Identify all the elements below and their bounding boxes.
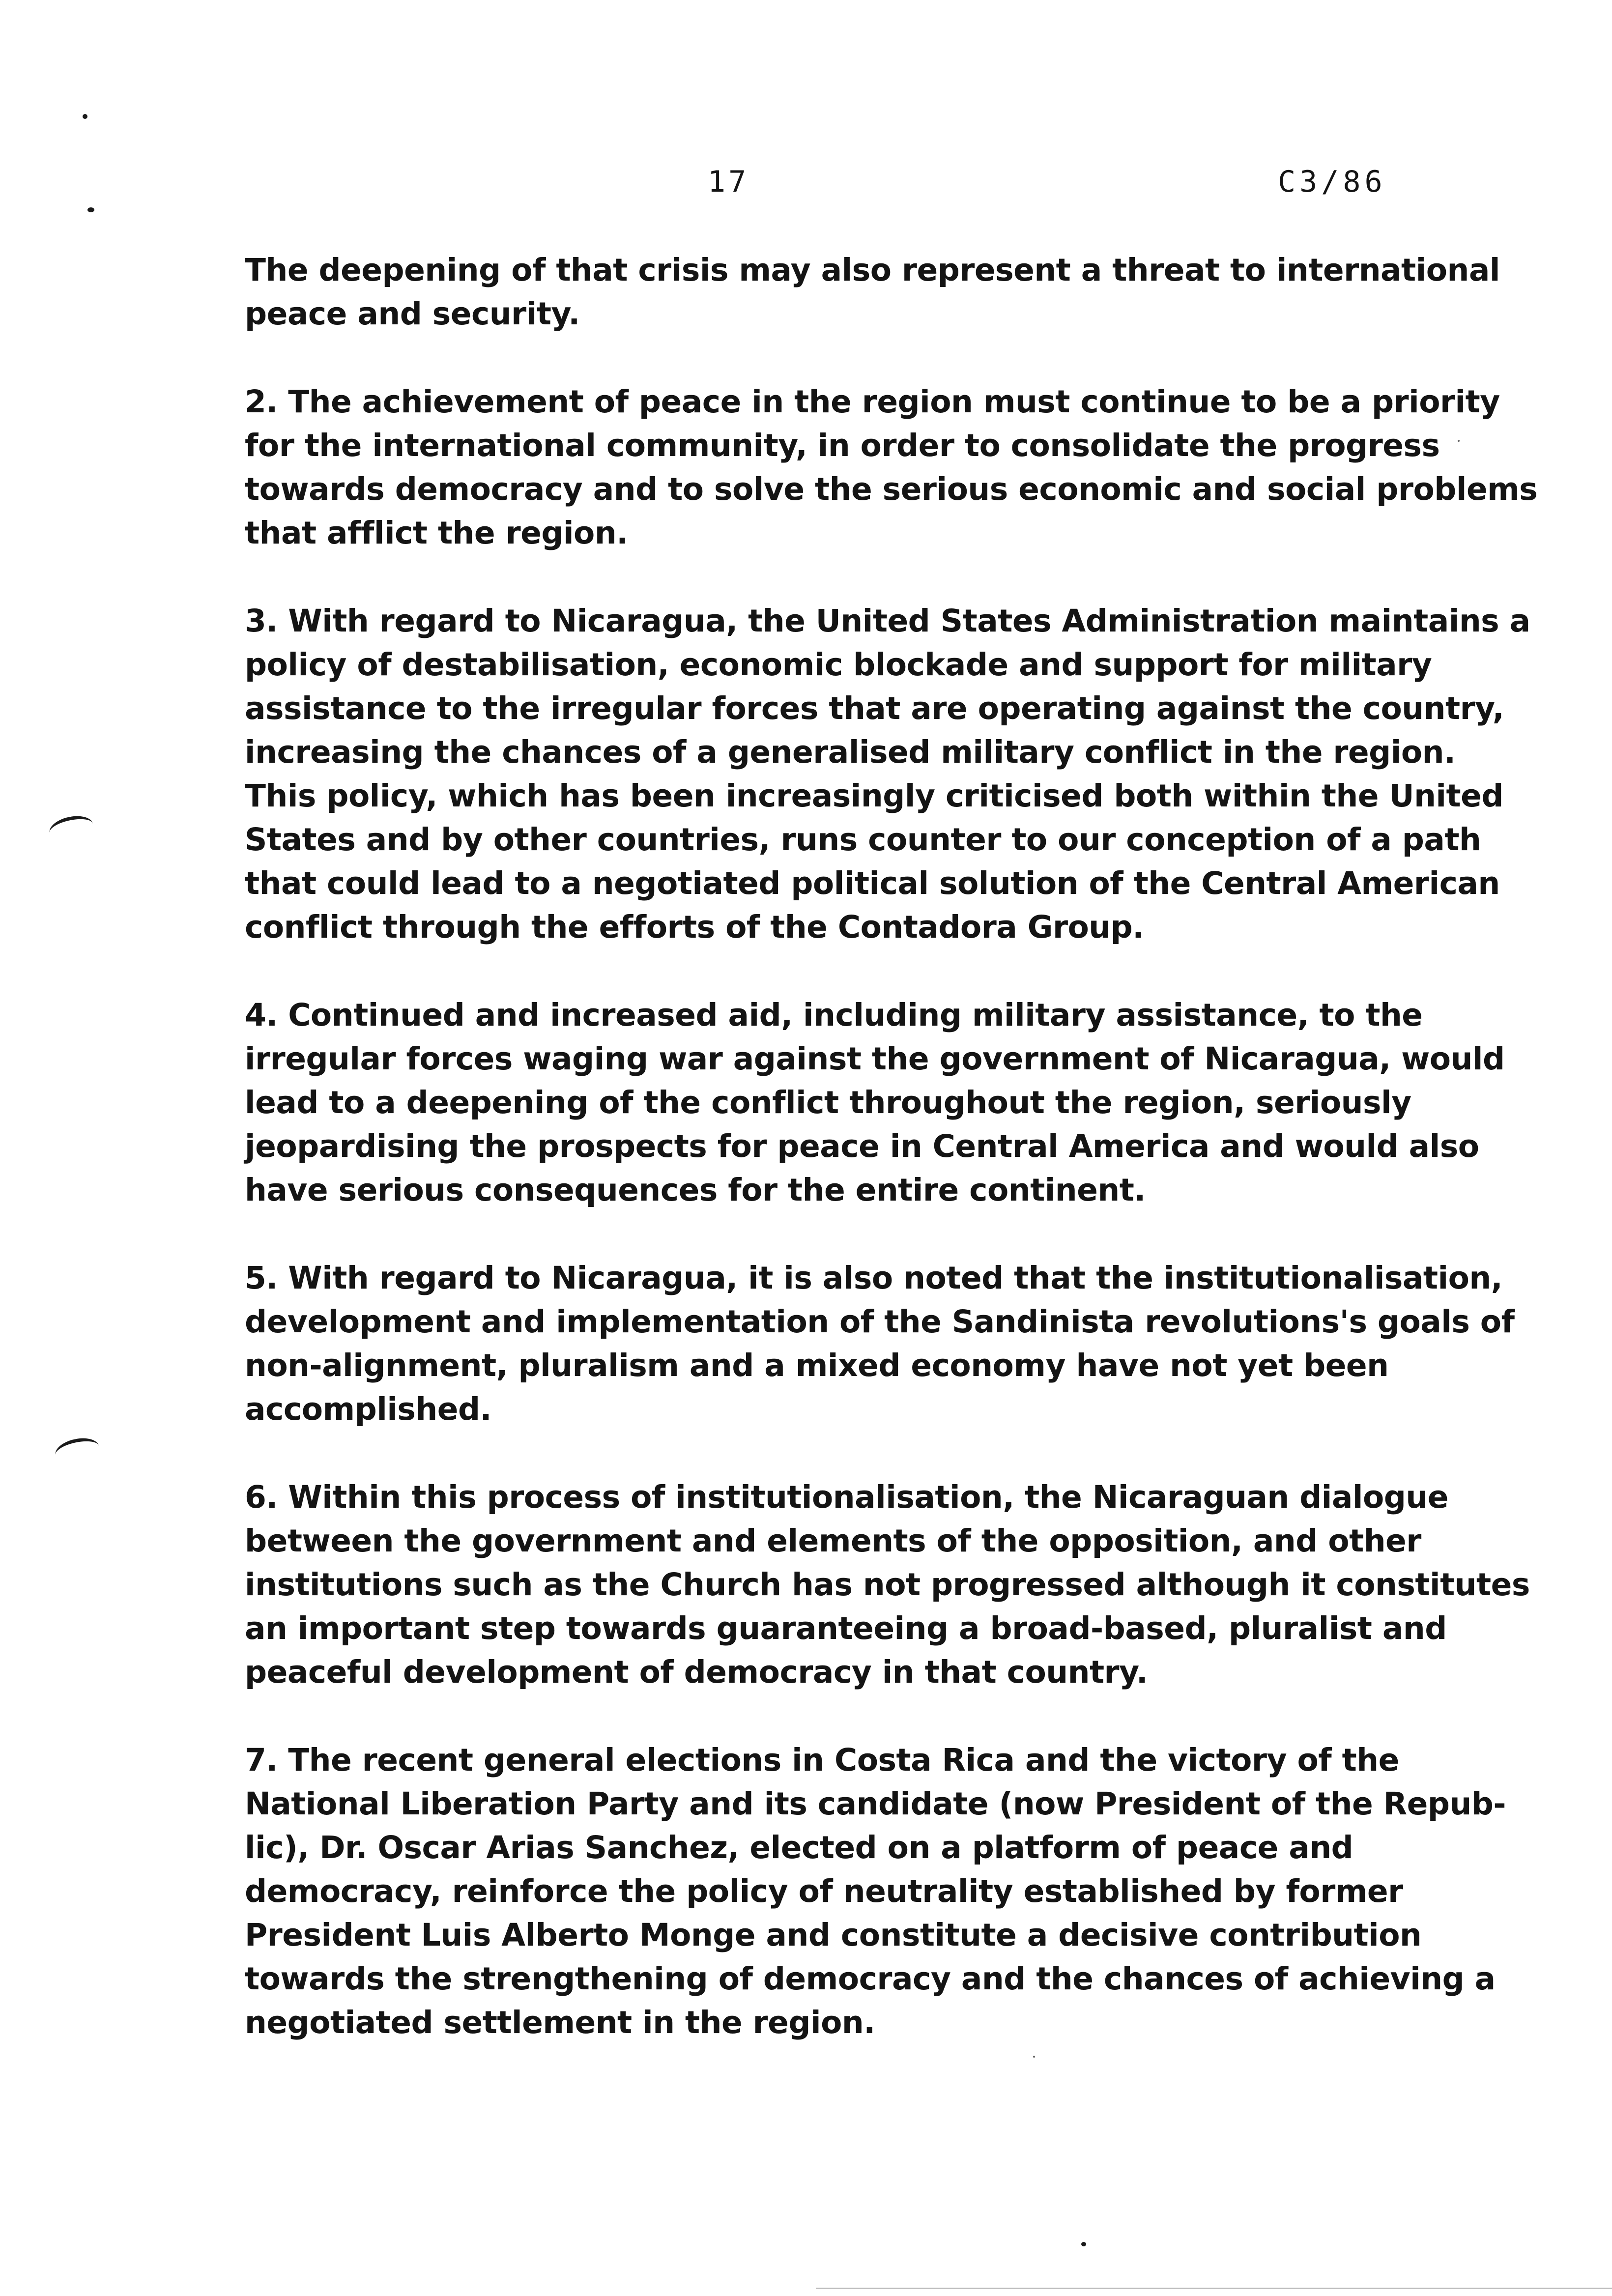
- text-line: increasing the chances of a generalised military conflict in the region.: [245, 734, 1456, 770]
- text-line: 2. The achievement of peace in the region must continue to be a priority: [245, 384, 1500, 420]
- text-line: 4. Continued and increased aid, including military assistance, to the: [245, 997, 1423, 1033]
- scan-mark: [83, 114, 87, 119]
- binding-hole-mark: [47, 812, 95, 844]
- text-line: between the government and elements of the opposition, and other: [245, 1523, 1421, 1559]
- text-line: institutions such as the Church has not progressed although it constitutes: [245, 1567, 1530, 1603]
- text-line: non-alignment, pluralism and a mixed economy have not yet been: [245, 1348, 1389, 1383]
- body-text: [245, 248, 1538, 2089]
- text-line: National Liberation Party and its candidate (now President of the Repub-: [245, 1786, 1506, 1822]
- scan-speck: [1458, 440, 1460, 442]
- text-line: The deepening of that crisis may also represent a threat to international: [245, 252, 1500, 288]
- text-line: peace and security.: [245, 296, 580, 332]
- text-line: 7. The recent general elections in Costa Rica and the victory of the: [245, 1742, 1399, 1778]
- page-number: 17: [708, 165, 749, 199]
- text-line: jeopardising the prospects for peace in Central America and would also: [245, 1128, 1479, 1164]
- text-line: democracy, reinforce the policy of neutrality established by former: [245, 1873, 1403, 1909]
- text-line: 3. With regard to Nicaragua, the United States Administration maintains a: [245, 603, 1530, 639]
- scan-mark: [87, 207, 94, 212]
- text-line: that afflict the region.: [245, 515, 628, 551]
- text-line: towards the strengthening of democracy and the chances of achieving a: [245, 1961, 1496, 1997]
- text-line: This policy, which has been increasingly criticised both within the United: [245, 778, 1503, 814]
- text-line: development and implementation of the Sandinista revolutions's goals of: [245, 1304, 1515, 1340]
- text-line: lic), Dr. Oscar Arias Sanchez, elected on a platform of peace and: [245, 1830, 1353, 1866]
- paragraph-6: [245, 1475, 1530, 1694]
- text-line: peaceful development of democracy in that country.: [245, 1654, 1148, 1690]
- text-line: 6. Within this process of institutionalisation, the Nicaraguan dialogue: [245, 1479, 1448, 1515]
- text-line: President Luis Alberto Monge and constitute a decisive contribution: [245, 1917, 1422, 1953]
- scan-speck: [1033, 2056, 1035, 2058]
- text-line: negotiated settlement in the region.: [245, 2005, 875, 2040]
- paragraph-3: [245, 599, 1530, 949]
- paragraph-1: [245, 248, 1500, 336]
- paragraph-7: [245, 1738, 1506, 2044]
- paragraph-2: [245, 380, 1538, 555]
- binding-hole-mark: [53, 1435, 101, 1466]
- text-line: States and by other countries, runs counter to our conception of a path: [245, 822, 1481, 858]
- scan-mark: [1081, 2242, 1086, 2246]
- text-line: accomplished.: [245, 1391, 492, 1427]
- text-line: conflict through the efforts of the Contadora Group.: [245, 909, 1144, 945]
- text-line: towards democracy and to solve the serious economic and social problems: [245, 471, 1538, 507]
- text-line: an important step towards guaranteeing a broad-based, pluralist and: [245, 1610, 1447, 1646]
- document-reference: C3/86: [1278, 165, 1386, 199]
- text-line: for the international community, in order to consolidate the progress: [245, 428, 1440, 463]
- paragraph-4: [245, 993, 1505, 1212]
- text-line: lead to a deepening of the conflict throughout the region, seriously: [245, 1085, 1411, 1120]
- text-line: that could lead to a negotiated political solution of the Central American: [245, 865, 1500, 901]
- paragraph-5: [245, 1256, 1515, 1431]
- text-line: policy of destabilisation, economic blockade and support for military: [245, 647, 1432, 683]
- text-line: irregular forces waging war against the government of Nicaragua, would: [245, 1041, 1505, 1077]
- text-line: have serious consequences for the entire continent.: [245, 1172, 1146, 1208]
- scan-edge-line: [816, 2288, 1612, 2289]
- text-line: assistance to the irregular forces that are operating against the country,: [245, 690, 1504, 726]
- text-line: 5. With regard to Nicaragua, it is also noted that the institutionalisation,: [245, 1260, 1503, 1296]
